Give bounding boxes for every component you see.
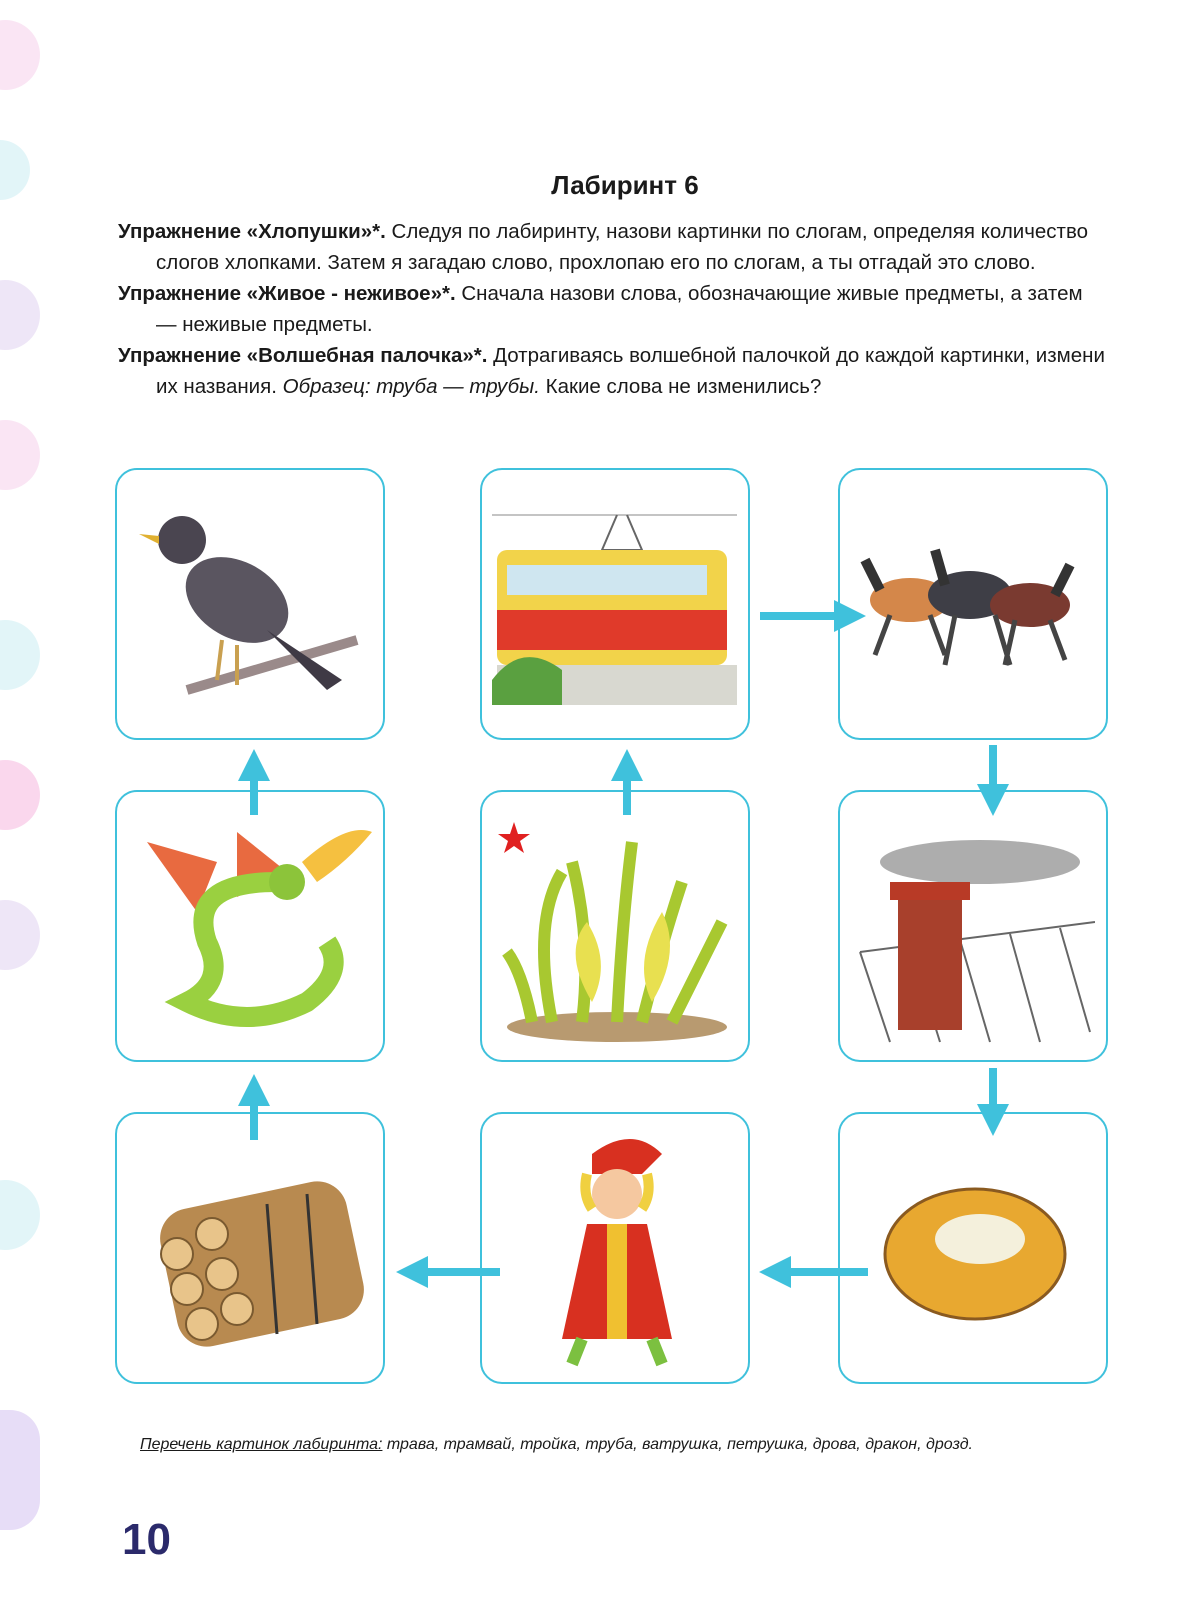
- sample-text: Образец: труба — трубы.: [282, 375, 540, 398]
- exercise-text: Какие слова не изменились?: [539, 375, 822, 398]
- exercise-name: Упражнение «Живое - неживое»*.: [118, 282, 456, 305]
- exercise-text: Сначала назови слова, обозначающие живые предметы, а затем — неживые предметы.: [156, 282, 1083, 336]
- page-number: 10: [122, 1515, 171, 1564]
- exercise-name: Упражнение «Хлопушки»*.: [118, 220, 386, 243]
- page-title: Лабиринт 6: [551, 170, 699, 200]
- exercise-name: Упражнение «Волшебная палочка»*.: [118, 344, 488, 367]
- exercise-text: Дотрагиваясь волшебной палочкой до каждой картинки, измени их названия.: [156, 344, 1105, 398]
- picture-list-footnote: [140, 1436, 973, 1454]
- footnote-text: трава, трамвай, тройка, труба, ватрушка, петрушка, дрова, дракон, дрозд.: [382, 1436, 973, 1453]
- exercise-text: Следуя по лабиринту, назови картинки по слогам, определяя количество слогов хлопками. Затем я загадаю слово, прохлопаю его по слогам, а ты отгадай это слово.: [156, 220, 1089, 274]
- footnote-label: Перечень картинок лабиринта:: [140, 1436, 383, 1453]
